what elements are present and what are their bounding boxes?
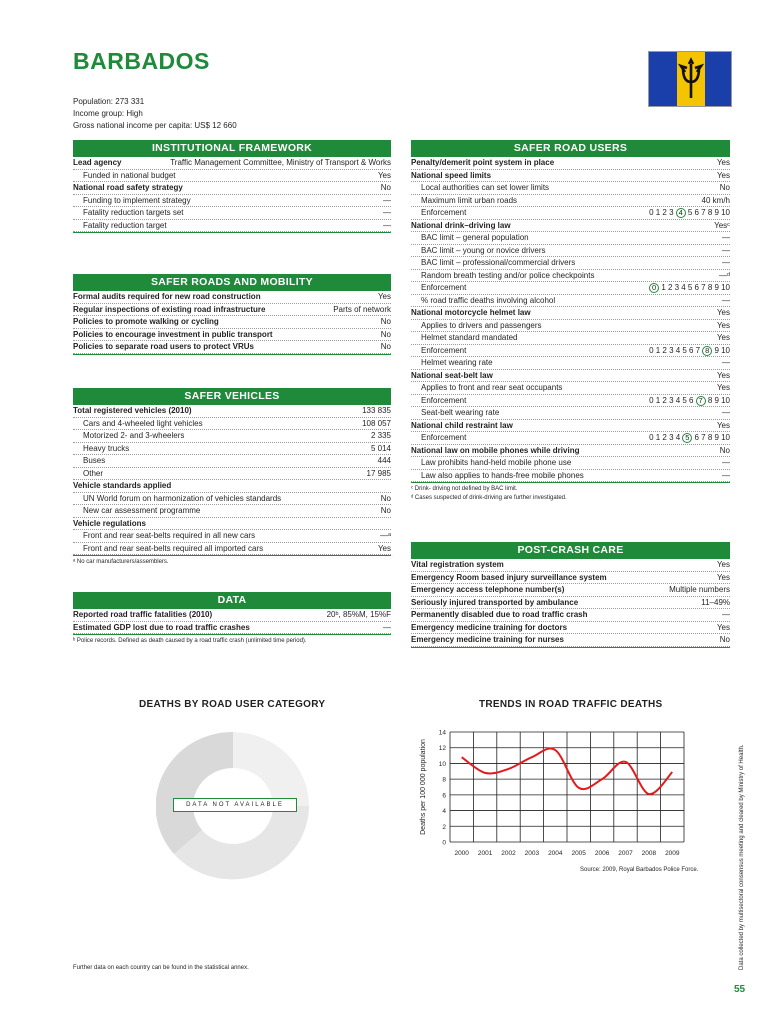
- row-value: Traffic Management Committee, Ministry of Transport & Works: [170, 158, 391, 167]
- row-label: Enforcement: [421, 433, 467, 442]
- row-label: Seriously injured transported by ambulance: [411, 597, 579, 607]
- row-label: Fatality reduction targets set: [83, 208, 184, 217]
- table-row: [411, 220, 730, 233]
- row-value: No: [380, 183, 391, 192]
- safer-roads-panel: [73, 274, 391, 355]
- table-row: [411, 609, 730, 622]
- x-tick-label: 2008: [641, 850, 657, 857]
- table-row: [411, 207, 730, 220]
- row-label: Enforcement: [421, 208, 467, 217]
- y-tick-label: 4: [442, 808, 446, 816]
- table-row: [73, 304, 391, 317]
- row-label: Penalty/demerit point system in place: [411, 158, 555, 167]
- row-label: New car assessment programme: [83, 506, 201, 515]
- row-label: Emergency access telephone number(s): [411, 585, 565, 594]
- row-value: —: [383, 208, 391, 217]
- row-label: Motorized 2- and 3-wheelers: [83, 431, 185, 440]
- enforcement-score: 0: [649, 283, 659, 293]
- row-value: 5 014: [370, 443, 391, 453]
- y-tick-label: 0: [442, 839, 446, 847]
- institutional-framework-panel: [73, 140, 391, 233]
- post-crash-care-heading: POST-CRASH CARE: [411, 542, 730, 559]
- row-value: 2 335: [370, 431, 391, 440]
- table-row: [411, 345, 730, 358]
- safer-road-users-heading: SAFER ROAD USERS: [411, 140, 730, 157]
- row-value: Yes: [716, 370, 730, 380]
- enforcement-scale: 0 1 2 3 4 5 6 7 8 9 10: [649, 208, 730, 217]
- table-row: [411, 195, 730, 208]
- deaths-chart-title: DEATHS BY ROAD USER CATEGORY: [139, 699, 326, 710]
- row-label: Emergency medicine training for nurses: [411, 635, 564, 644]
- table-row: [73, 207, 391, 220]
- row-value: —: [383, 195, 391, 205]
- row-value: 444: [377, 456, 391, 465]
- enforcement-score: 5: [682, 433, 692, 443]
- y-tick-label: 2: [442, 823, 446, 831]
- table-row: [411, 622, 730, 635]
- trend-line-chart: [414, 726, 704, 871]
- row-label: National seat-belt law: [411, 370, 493, 380]
- institutional-framework-heading: INSTITUTIONAL FRAMEWORK: [73, 140, 391, 157]
- x-tick-label: 2002: [501, 850, 516, 857]
- y-tick-label: 12: [438, 745, 446, 753]
- table-row: [411, 295, 730, 308]
- panel-divider: [73, 354, 391, 355]
- row-label: National road safety strategy: [73, 183, 183, 192]
- row-value: 20ᵇ, 85%M, 15%F: [326, 610, 391, 619]
- row-label: BAC limit – professional/commercial drivers: [421, 258, 576, 267]
- row-label: Seat-belt wearing rate: [421, 408, 500, 417]
- row-label: Cars and 4-wheeled light vehicles: [83, 418, 203, 428]
- vehicles-footnote: ᵃ No car manufacturers/assemblers.: [73, 559, 169, 565]
- row-label: Emergency Room based injury surveillance system: [411, 572, 607, 582]
- table-row: [73, 443, 391, 456]
- table-row: [411, 597, 730, 610]
- row-label: Law prohibits hand-held mobile phone use: [421, 458, 572, 467]
- panel-divider: [73, 232, 391, 233]
- row-label: Vital registration system: [411, 560, 504, 569]
- row-value: Parts of network: [333, 304, 391, 314]
- table-row: [411, 432, 730, 445]
- x-tick-label: 2006: [594, 850, 610, 857]
- row-label: Regular inspections of existing road infrastructure: [73, 304, 266, 314]
- table-row: [73, 468, 391, 481]
- table-row: [73, 622, 391, 635]
- row-label: Vehicle standards applied: [73, 481, 172, 490]
- table-row: [411, 370, 730, 383]
- table-row: [411, 407, 730, 420]
- row-label: Enforcement: [421, 283, 467, 292]
- row-value: Yes: [716, 560, 730, 569]
- safer-roads-heading: SAFER ROADS AND MOBILITY: [73, 274, 391, 291]
- y-axis-label: Deaths per 100 000 population: [420, 739, 427, 835]
- row-label: Other: [83, 468, 104, 478]
- x-tick-label: 2005: [571, 850, 586, 857]
- table-row: [411, 182, 730, 195]
- users-footnote-c: ᶜ Drink- driving not defined by BAC limit.: [411, 486, 518, 492]
- population-text: Population: 273 331: [73, 97, 145, 106]
- table-row: [73, 220, 391, 233]
- enforcement-scale: 0 1 2 3 4 5 6 7 8 9 10: [649, 345, 730, 355]
- panel-divider: [411, 482, 730, 483]
- row-value: Yes: [377, 543, 391, 553]
- table-row: [73, 518, 391, 531]
- table-row: [411, 420, 730, 433]
- row-label: National drink–driving law: [411, 220, 511, 230]
- row-value: 17 985: [366, 468, 391, 478]
- row-value: Yes: [716, 622, 730, 632]
- table-row: [73, 341, 391, 354]
- row-value: No: [380, 329, 391, 339]
- panel-divider: [411, 647, 730, 648]
- table-row: [411, 572, 730, 585]
- row-label: Applies to front and rear seat occupants: [421, 383, 563, 392]
- x-tick-label: 2000: [454, 850, 469, 857]
- row-label: Helmet standard mandated: [421, 333, 518, 342]
- table-row: [73, 182, 391, 195]
- safer-vehicles-panel: [73, 388, 391, 567]
- enforcement-scale: 0 1 2 3 4 5 6 7 8 9 10: [647, 282, 730, 294]
- row-label: Lead agency: [73, 158, 122, 167]
- row-label: BAC limit – young or novice drivers: [421, 245, 546, 255]
- table-row: [73, 480, 391, 493]
- y-tick-label: 6: [442, 792, 446, 800]
- table-row: [411, 320, 730, 333]
- row-value: Yesᶜ: [714, 220, 730, 230]
- panel-divider: [73, 555, 391, 556]
- row-value: No: [719, 445, 730, 455]
- row-label: Policies to encourage investment in public transport: [73, 329, 273, 339]
- table-row: [411, 282, 730, 295]
- table-row: [411, 245, 730, 258]
- table-row: [411, 584, 730, 597]
- table-row: [411, 470, 730, 483]
- row-label: Policies to promote walking or cycling: [73, 317, 219, 326]
- row-label: Funding to implement strategy: [83, 195, 191, 205]
- gni-text: Gross national income per capita: US$ 12 660: [73, 121, 237, 130]
- table-row: [73, 170, 391, 183]
- table-row: [73, 543, 391, 556]
- row-value: Yes: [377, 170, 391, 180]
- trends-chart-title: TRENDS IN ROAD TRAFFIC DEATHS: [479, 699, 663, 710]
- row-value: —: [722, 295, 730, 305]
- row-label: Random breath testing and/or police checkpoints: [421, 270, 595, 280]
- x-tick-label: 2004: [548, 850, 563, 857]
- row-value: No: [719, 635, 730, 644]
- x-tick-label: 2009: [665, 850, 680, 857]
- row-value: —: [383, 220, 391, 230]
- data-heading: DATA: [73, 592, 391, 609]
- barbados-flag: [648, 51, 732, 107]
- table-row: [73, 329, 391, 342]
- panel-divider: [73, 634, 391, 635]
- data-panel: [73, 592, 391, 646]
- table-row: [73, 505, 391, 518]
- row-value: No: [719, 183, 730, 192]
- income-group-text: Income group: High: [73, 109, 143, 118]
- row-label: Estimated GDP lost due to road traffic crashes: [73, 622, 250, 632]
- enforcement-score: 4: [676, 208, 686, 218]
- users-footnote-d: ᵈ Cases suspected of drink-driving are further investigated.: [411, 495, 567, 501]
- x-tick-label: 2003: [524, 850, 540, 857]
- row-value: —: [722, 610, 730, 619]
- row-label: Total registered vehicles (2010): [73, 406, 192, 415]
- y-tick-label: 10: [438, 760, 446, 768]
- footer-note: Further data on each country can be found in the statistical annex.: [73, 965, 249, 971]
- row-value: —: [722, 358, 730, 367]
- row-value: —: [722, 470, 730, 480]
- no-data-label: DATA NOT AVAILABLE: [173, 798, 297, 812]
- table-row: [73, 157, 391, 170]
- enforcement-scale: 0 1 2 3 4 5 6 7 8 9 10: [649, 395, 730, 405]
- enforcement-scale: 0 1 2 3 4 5 6 7 8 9 10: [649, 433, 730, 442]
- post-crash-care-panel: [411, 542, 730, 648]
- row-value: Yes: [716, 383, 730, 392]
- table-row: [73, 195, 391, 208]
- row-value: Multiple numbers: [669, 585, 730, 594]
- row-label: National law on mobile phones while driving: [411, 445, 580, 455]
- country-info: [73, 96, 237, 132]
- table-row: [73, 291, 391, 304]
- row-label: Emergency medicine training for doctors: [411, 622, 568, 632]
- table-row: [411, 395, 730, 408]
- row-value: —: [722, 233, 730, 242]
- row-label: Policies to separate road users to protect VRUs: [73, 342, 254, 351]
- table-row: [73, 418, 391, 431]
- row-value: Yes: [716, 572, 730, 582]
- table-row: [411, 270, 730, 283]
- row-value: —ᵃ: [380, 531, 391, 540]
- row-value: —: [722, 408, 730, 417]
- donut-segment-dark: [156, 732, 233, 854]
- table-row: [411, 382, 730, 395]
- row-value: 108 057: [362, 418, 391, 428]
- row-label: Funded in national budget: [83, 170, 176, 180]
- row-label: BAC limit – general population: [421, 233, 529, 242]
- row-label: Formal audits required for new road construction: [73, 292, 261, 301]
- row-label: Enforcement: [421, 345, 467, 355]
- row-value: 11–49%: [701, 597, 730, 607]
- row-label: Reported road traffic fatalities (2010): [73, 610, 213, 619]
- table-row: [411, 170, 730, 183]
- table-row: [411, 157, 730, 170]
- row-label: National child restraint law: [411, 420, 513, 430]
- row-label: Local authorities can set lower limits: [421, 183, 550, 192]
- row-value: Yes: [716, 333, 730, 342]
- y-tick-label: 8: [442, 776, 446, 784]
- x-tick-label: 2007: [618, 850, 633, 857]
- chart-source: Source: 2009, Royal Barbados Police Force.: [580, 867, 699, 873]
- row-value: Yes: [716, 158, 730, 167]
- row-value: —: [722, 458, 730, 467]
- table-row: [411, 357, 730, 370]
- row-label: UN World forum on harmonization of vehicles standards: [83, 493, 282, 503]
- row-label: % road traffic deaths involving alcohol: [421, 295, 556, 305]
- enforcement-score: 8: [702, 346, 712, 356]
- row-label: Buses: [83, 456, 106, 465]
- safer-road-users-panel: [411, 140, 730, 503]
- page-number: 55: [734, 984, 746, 995]
- data-collection-note: Data collected by multisectoral consensus meeting and cleared by Ministry of Health.: [739, 744, 745, 970]
- row-label: National motorcycle helmet law: [411, 308, 531, 317]
- y-tick-label: 14: [438, 729, 446, 737]
- row-value: Yes: [716, 170, 730, 180]
- row-label: Front and rear seat-belts required in all new cars: [83, 531, 256, 540]
- table-row: [411, 232, 730, 245]
- table-row: [411, 457, 730, 470]
- table-row: [411, 332, 730, 345]
- row-label: Enforcement: [421, 395, 467, 405]
- row-value: No: [380, 506, 391, 515]
- row-label: Law also applies to hands-free mobile phones: [421, 470, 584, 480]
- country-title: BARBADOS: [73, 48, 210, 74]
- table-row: [73, 493, 391, 506]
- table-row: [73, 316, 391, 329]
- row-value: Yes: [716, 420, 730, 430]
- row-label: Vehicle regulations: [73, 518, 146, 528]
- table-row: [411, 634, 730, 647]
- row-label: Applies to drivers and passengers: [421, 320, 542, 330]
- enforcement-score: 7: [696, 396, 706, 406]
- row-value: Yes: [377, 292, 391, 301]
- row-value: No: [380, 342, 391, 351]
- x-tick-label: 2001: [477, 850, 493, 857]
- row-label: Permanently disabled due to road traffic crash: [411, 610, 588, 619]
- row-value: No: [380, 317, 391, 326]
- row-value: Yes: [716, 308, 730, 317]
- table-row: [73, 530, 391, 543]
- row-value: 40 km/h: [701, 195, 730, 205]
- row-label: Maximum limit urban roads: [421, 195, 518, 205]
- table-row: [73, 430, 391, 443]
- row-label: Helmet wearing rate: [421, 358, 493, 367]
- row-value: Yes: [716, 320, 730, 330]
- table-row: [411, 307, 730, 320]
- table-row: [73, 405, 391, 418]
- table-row: [411, 559, 730, 572]
- table-row: [73, 609, 391, 622]
- table-row: [411, 257, 730, 270]
- row-value: —: [383, 622, 391, 632]
- donut-segment-light: [233, 732, 309, 806]
- row-value: —: [722, 245, 730, 255]
- table-row: [73, 455, 391, 468]
- row-label: Front and rear seat-belts required all imported cars: [83, 543, 264, 553]
- row-value: —ᵈ: [718, 270, 730, 280]
- row-value: No: [380, 493, 391, 503]
- safer-vehicles-heading: SAFER VEHICLES: [73, 388, 391, 405]
- row-label: National speed limits: [411, 170, 492, 180]
- data-footnote: ᵇ Police records. Defined as death caused by a road traffic crash (unlimited time period).: [73, 638, 307, 644]
- row-label: Fatality reduction target: [83, 220, 167, 230]
- row-label: Heavy trucks: [83, 443, 130, 453]
- table-row: [411, 445, 730, 458]
- row-value: 133 835: [362, 406, 391, 415]
- row-value: —: [722, 258, 730, 267]
